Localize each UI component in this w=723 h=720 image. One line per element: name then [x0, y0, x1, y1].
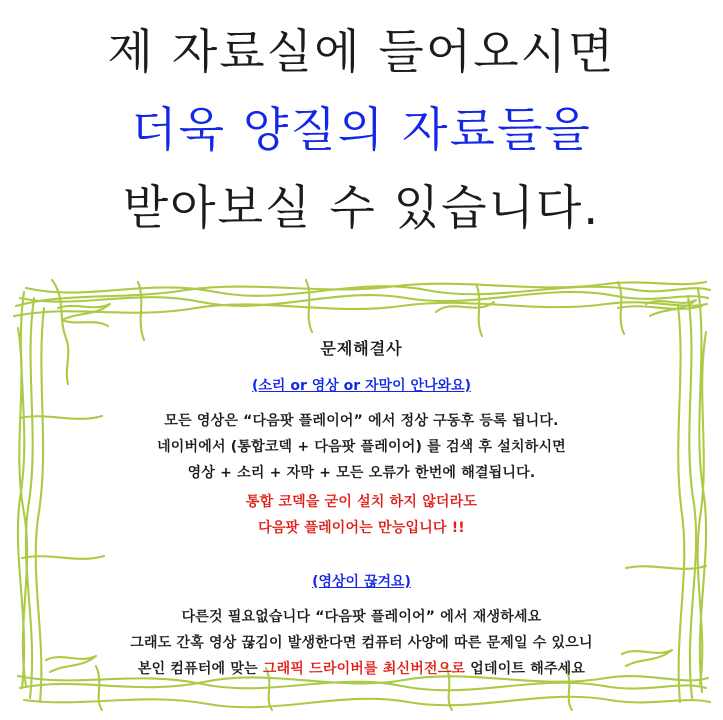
headline-line-1: 제 자료실에 들어오시면	[107, 25, 616, 80]
spacer-2	[46, 541, 677, 571]
section1-line-3: 영상 + 소리 + 자막 + 모든 오류가 한번에 해결됩니다.	[187, 465, 536, 481]
section2-line-1: 다른것 필요없습니다 “다음팟 플레이어” 에서 재생하세요	[181, 609, 542, 625]
section2-line-2: 그래도 간혹 영상 끊김이 발생한다면 컴퓨터 사양에 따른 문제일 수 있으니	[130, 635, 593, 651]
section2-last-part3: 업데이트 해주세요	[465, 661, 586, 677]
section2-heading: (영상이 끊겨요)	[312, 574, 411, 590]
body-content	[46, 336, 677, 682]
section2-last-line	[46, 656, 677, 682]
section1-line-2: 네이버에서 (통합코덱 + 다음팟 플레이어) 를 검색 후 설치하시면	[157, 439, 566, 455]
section1-warning-2: 다음팟 플레이어는 만능입니다 !!	[258, 520, 465, 536]
scribble-frame	[6, 268, 717, 714]
section2-last-part1: 본인 컴퓨터에 맞는	[137, 661, 263, 677]
headline-block	[0, 14, 723, 248]
section1-heading: (소리 or 영상 or 자막이 안나와요)	[252, 378, 471, 394]
section1-warning-1: 통합 코덱을 굳이 설치 하지 않더라도	[245, 494, 478, 510]
headline-line-2: 더욱 양질의 자료들을	[131, 103, 592, 158]
section1-line-1: 모든 영상은 “다음팟 플레이어” 에서 정상 구동후 등록 됩니다.	[164, 413, 559, 429]
body-title: 문제해결사	[320, 339, 403, 358]
section2-last-part2: 그래픽 드라이버를 최신버전으로	[262, 661, 466, 677]
headline-line-3: 받아보실 수 있습니다.	[122, 181, 601, 236]
